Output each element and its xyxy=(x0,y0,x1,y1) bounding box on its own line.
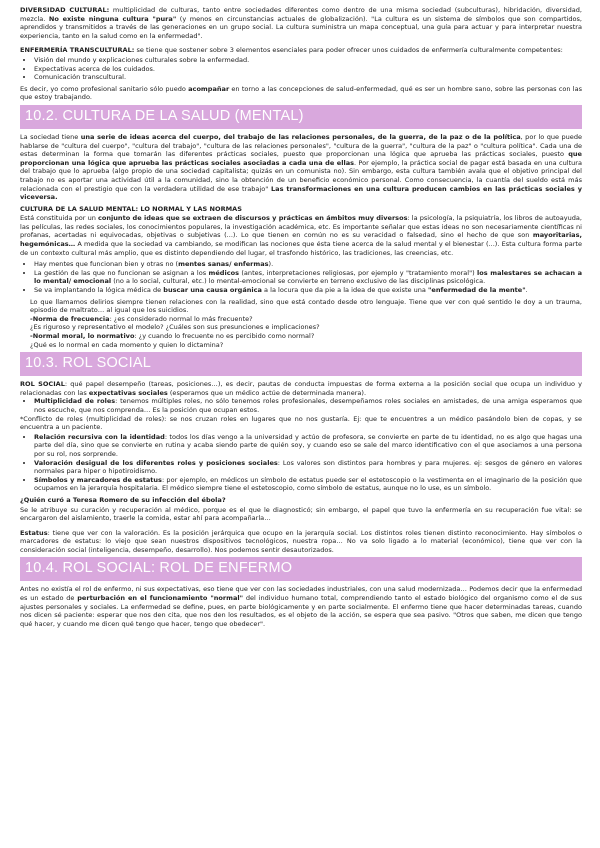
section-heading-10-3: 10.3. ROL SOCIAL xyxy=(20,352,582,376)
normal-moral: -Normal moral, lo normativo: ¿y cuando lo frecuente no es percibido como normal? xyxy=(30,332,315,340)
paragraph-acompanar: Es decir, yo como profesional sanitario sólo puedo acompañar en torno a las concepciones de salud-enfermedad, qué es ser un hombre sano, sobre las personas con las que estoy trabajando. xyxy=(20,84,583,102)
norma-frecuencia: -Norma de frecuencia: ¿es considerado normal lo más frecuente? xyxy=(30,314,253,323)
list-item: • Visión del mundo y explicaciones culturales sobre la enfermedad. xyxy=(34,56,582,65)
paragraph-rol-enfermo: Antes no existía el rol de enfermo, ni sus expectativas, eso tiene que ver con las sociedades industriales, con una salud modernizada… Podemos decir que la enfermedad es un estado de perturbación en el funcionamiento "normal" del individuo humano total, comprendiendo tanto el estado biológico del organismo como el de sus ajustes personales y sociales. La enfermedad se define, pues, en parte biológicamente y en parte socialmente. El enfermo tiene que hacer determinadas tareas, cuando nos dicen sé paciente: esperar que nos den cita, que nos den los resultados, es el objeto de la acción, se espera que sea pasivo. "Otros que saben, me dicen que tengo qué hacer, y cuando me dicen qué tengo que hacer, tengo que obedecer". xyxy=(20,585,582,628)
paragraph-conflicto-roles: *Conflicto de roles (multiplicidad de roles): se nos cruzan roles en lugares que no nos gustaría. Ej: que te encuentres a un médico pasándolo bien de copas, y se encuentra a un paciente. xyxy=(20,414,582,432)
rol-features-list xyxy=(20,433,582,493)
salud-mental-list xyxy=(20,260,582,294)
pregunta-modelo: ¿Es riguroso y representativo el modelo? ¿Cuáles son sus presunciones e implicaciones? xyxy=(30,323,320,332)
document-page xyxy=(20,6,582,631)
pregunta-normal: ¿Qué es lo normal en cada momento y quien lo dictamina? xyxy=(30,340,224,349)
paragraph-enfermeria-transcultural: ENFERMERÍA TRANSCULTURAL: se tiene que sostener sobre 3 elementos esenciales para poder ofrecer unos cuidados de enfermería culturalmente competentes: xyxy=(20,46,563,55)
list-item: • Relación recursiva con la identidad: todos los días vengo a la universidad y actúo de profesora, se convierte en parte de tu identidad, no es algo que hagas una parte del día, sino que se convierte en rutina y acaba siendo parte de quién soy, y cuando eso se sale del marco identificativo con el que asociamos a una persona por su rol, nos sorprende. xyxy=(34,433,582,459)
paragraph-rol-social: ROL SOCIAL: qué papel desempeño (tareas, posiciones…), es decir, pautas de conducta impuestas de forma externa a la posición social que ocupa un individuo y relacionadas con las expectativas sociales (esperamos que un médico actúe de determinada manera). xyxy=(20,380,582,397)
paragraph-cultura-salud: La sociedad tiene una serie de ideas acerca del cuerpo, del trabajo de las relaciones personales, de la guerra, de la paz o de la política, por lo que puede hablarse de "cultura del cuerpo", "cultura del trabajo", "cultura de las relaciones personales", "cultura de la guerra", "cultura de la paz" o "cultura política". Cada una de estas determinan la forma que tomarán las diferentes prácticas sociales, puesto que proporcionan una lógica que aprueba las prácticas sociales, puesto que proporcionan una lógica que aprueba las prácticas sociales asociadas a cada una de ellas. Por ejemplo, la práctica social de pagar está basada en una cultura del trabajo que lo aprueba (algo propio de una sociedad capitalista; quizás en un comunista no). Sin embargo, esta cultura también avala que el objetivo principal del trabajo no es aportar una actividad útil a la comunidad, sino la obtención de un beneficio económico personal. Como consecuencia, la cuantía del sueldo está más relacionada con el prestigio que con la verdadera utilidad de ese trabajo" Las transformaciones en una cultura producen cambios en las prácticas sociales y viceversa. xyxy=(20,132,582,202)
question-teresa-romero: ¿Quién curó a Teresa Romero de su infección del ébola? xyxy=(20,495,226,504)
list-item: • Valoración desigual de los diferentes roles y posiciones sociales: Los valores son distintos para hombres y para mujeres. ej: sesgos de género en valores normales para hiper o hipotiroidismo. xyxy=(34,459,582,476)
subtitle-salud-mental: CULTURA DE LA SALUD MENTAL: LO NORMAL Y LAS NORMAS xyxy=(20,204,242,213)
section-heading-10-2: 10.2. CULTURA DE LA SALUD (MENTAL) xyxy=(20,105,582,129)
transcultural-list xyxy=(20,56,582,82)
list-item: • Multiplicidad de roles: tenemos múltiples roles, no sólo tenemos roles profesionales, desempeñamos roles sociales en amistades, de una amiga esperamos que nos escuche, que nos comprenda… Es la posición que ocupan estos. xyxy=(34,397,582,414)
list-item: • Se va implantando la lógica médica de buscar una causa orgánica a la locura que da pie a la idea de que existe una "enfermedad de la mente". xyxy=(34,286,582,295)
paragraph-estatus: Estatus: tiene que ver con la valoración. Es la posición jerárquica que ocupo en la jerarquía social. Los distintos roles tienen distinto reconocimiento. Hay símbolos o marcadores de estatus: lo viejo que sean nuestros dispositivos tecnológicos, nuestra ropa… No va solo ligado a lo material (económico), tiene que ver con la consideración social (inteligencia, desempeño, desarrollo). Nos podemos sentir desautorizados. xyxy=(20,528,582,554)
list-item: • Expectativas acerca de los cuidados. xyxy=(34,65,582,74)
list-item: • La gestión de las que no funcionan se asignan a los médicos (antes, interpretaciones religiosas, por ejemplo y "tratamiento moral") los malestares se achacan a lo mental/ emocional (no a lo social, cultural, etc.) lo mental-emocional se convierte en terreno exclusivo de las disciplinas psicológica. xyxy=(34,269,582,286)
term-diversidad-cultural: DIVERSIDAD CULTURAL: xyxy=(20,6,110,14)
paragraph-delirios: Lo que llamamos delirios siempre tienen relaciones con la realidad, sino que está contado desde otro lenguaje. Tiene que ver con qué sentido le doy a un trauma, episodio de maltrato… al igual que los suicidios. xyxy=(30,297,582,315)
list-item: • Símbolos y marcadores de estatus: por ejemplo, en médicos un símbolo de estatus puede ser el estetoscopio o la vestimenta en el imaginario de la posición que ocupamos en la jerarquía hospitalaria. El médico siempre tiene el estetoscopio, como símbolo de estatus, aunque no lo use, es un símbolo. xyxy=(34,476,582,493)
list-item: • Hay mentes que funcionan bien y otras no (mentes sanas/ enfermas). xyxy=(34,260,582,269)
term-enfermeria-transcultural: ENFERMERÍA TRANSCULTURAL: xyxy=(20,46,135,55)
list-item: • Comunicación transcultural. xyxy=(34,73,582,82)
section-heading-10-4: 10.4. ROL SOCIAL: ROL DE ENFERMO xyxy=(20,557,582,581)
paragraph-salud-mental: Está constituida por un conjunto de ideas que se extraen de discursos y prácticas en ámbitos muy diversos: la psicología, la psiquiatría, los libros de autoayuda, las películas, las redes sociales, los conocimientos populares, la investigación académica, etc. Es importante señalar que estas ideas no son necesariamente científicas ni profanas, acertadas ni equivocadas, objetivas o subjetivas (...). Lo que tienen en común no es su veracidad o falsedad, sino el hecho de que son mayoritarias, hegemónicas… A medida que la sociedad va cambiando, se modifican las nociones que ésta tiene acerca de la salud mental y el bienestar (...). Esta cultura forma parte de un contexto cultural más amplio, que es distinto dependiendo del lugar, el trasfondo histórico, las tradiciones, las creencias, etc. xyxy=(20,214,582,257)
paragraph-diversidad-cultural: DIVERSIDAD CULTURAL: multiplicidad de culturas, tanto entre sociedades diferentes como dentro de una misma sociedad (subculturas), hibridación, diversidad, mezcla. No existe ninguna cultura "pura" (y menos en circunstancias actuales de globalización). "La cultura es un sistema de símbolos que son compartidos, aprendidos y transmitidos a través de las generaciones en un grupo social. La cultura suministra un mapa conceptual, una guía para actuar y para interpretar nuestra experiencia, tanto en la salud como en la enfermedad". xyxy=(20,6,583,40)
norms-block xyxy=(20,298,582,350)
paragraph-answer: Se le atribuye su curación y recuperación al médico, porque es el que le diagnosticó; sin embargo, el papel que tuvo la enfermería en su recuperación fue vital: se encargaron del aislamiento, traerle la comida, estar ahí para acompañarla… xyxy=(20,505,582,523)
multiplicidad-list xyxy=(20,397,582,414)
